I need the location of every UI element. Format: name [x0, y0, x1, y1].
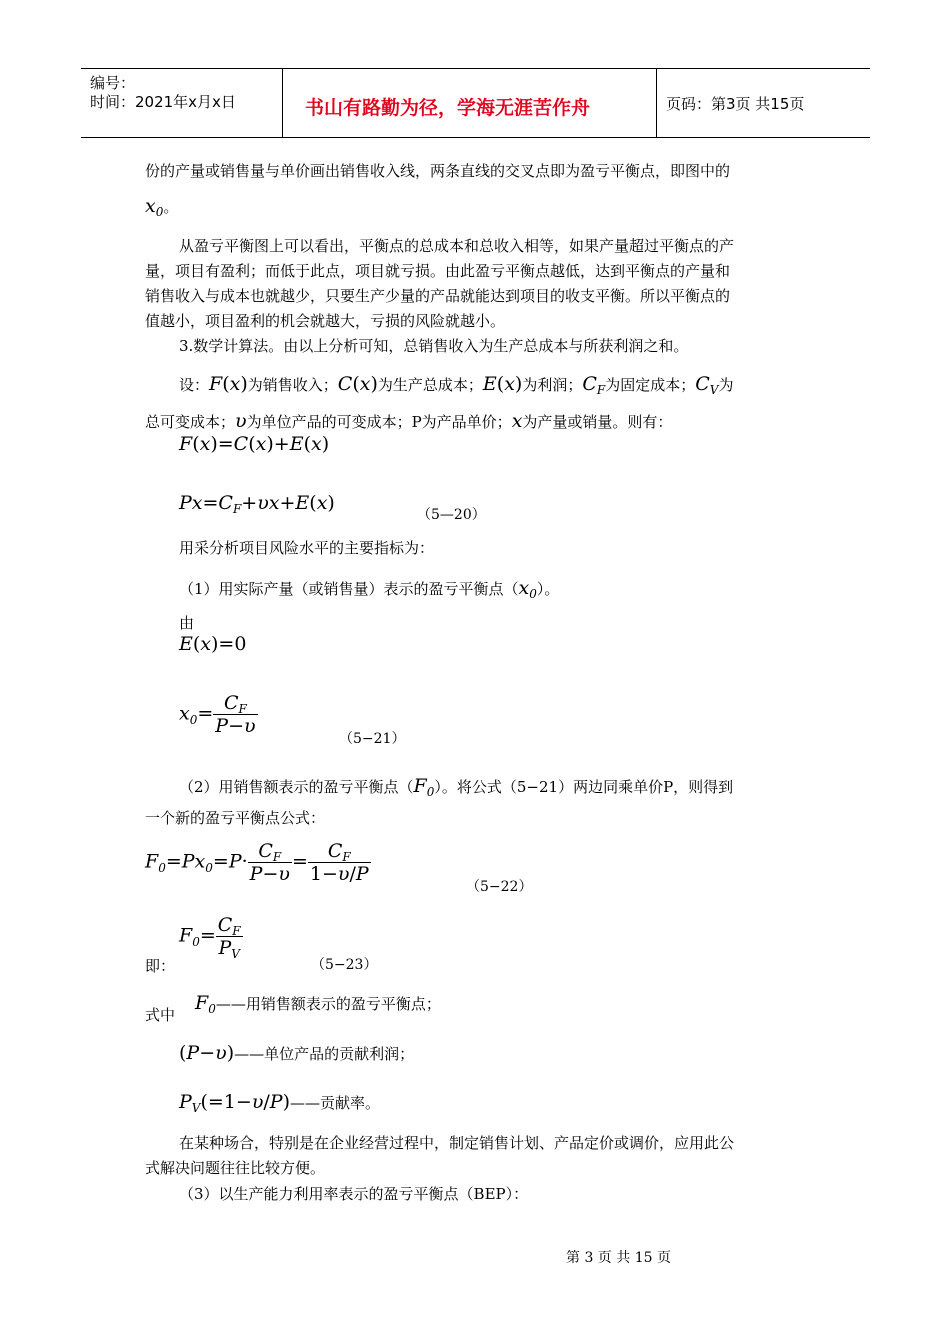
- text-line: （3）以生产能力利用率表示的盈亏平衡点（BEP）：: [179, 1185, 529, 1203]
- text-line: 由: [179, 614, 195, 632]
- equation: E(x)=0: [179, 633, 247, 655]
- text-line: (P−υ)——单位产品的贡献利润；: [179, 1042, 415, 1064]
- text-line: 值越小，项目盈利的机会就越大，亏损的风险就越小。: [145, 312, 506, 330]
- header-divider: [282, 69, 283, 137]
- number-label: 编号：: [90, 74, 136, 92]
- text-line: 式解决问题往往比较方便。: [145, 1159, 326, 1177]
- definition-line: 设：F(x)为销售收入；C(x)为生产总成本；E(x)为利润；$C_F$为固定成本；$C_V$为: [179, 373, 734, 397]
- page-footer: 第 3 页 共 15 页: [566, 1250, 671, 1266]
- text-line: $F_0——$用销售额表示的盈亏平衡点；: [195, 992, 441, 1016]
- text-line: 3.数学计算法。由以上分析可知，总销售收入为生产总成本与所获利润之和。: [179, 337, 689, 355]
- text-line: 即：: [145, 957, 176, 975]
- page-label: 页码：第3页 共15页: [666, 95, 805, 113]
- text-line: 份的产量或销售量与单价画出销售收入线，两条直线的交叉点即为盈亏平衡点，即图中的: [145, 162, 731, 180]
- equation-number: （5−21）: [339, 731, 406, 747]
- equation: $Px=C_F+\upsilon x+E(x)$: [179, 492, 335, 516]
- time-label: 时间：2021年x月x日: [90, 93, 236, 111]
- text-line: 在某种场合，特别是在企业经营过程中，制定销售计划、产品定价或调价，应用此公: [179, 1134, 735, 1152]
- text-line: （2）用销售额表示的盈亏平衡点$(F_0)$。将公式（5−21）两边同乘单价P，则得到: [179, 775, 734, 799]
- text-line: 用采分析项目风险水平的主要指标为：: [179, 539, 435, 557]
- text-line: $P_V(=1-\upsilon/P)——$贡献率。: [179, 1091, 381, 1115]
- text-line: 从盈亏平衡图上可以看出，平衡点的总成本和总收入相等，如果产量超过平衡点的产: [179, 237, 735, 255]
- equation-number: （5−23）: [311, 957, 378, 973]
- equation: $x_0=$ $\frac{C_F}{P-\upsilon}$: [179, 692, 256, 737]
- definition-line: 总可变成本；υ为单位产品的可变成本；P为产品单价；x为产量或销量。则有：: [145, 410, 673, 432]
- motto: 书山有路勤为径，学海无涯苦作舟: [305, 97, 591, 119]
- equation: $F_0=Px_0=P\cdot$ $\frac{C_F}{P-\upsilon}$ = $\frac{C_F}{1-\upsilon/P}$: [145, 840, 369, 885]
- text-line: 量，项目有盈利；而低于此点，项目就亏损。由此盈亏平衡点越低，达到平衡点的产量和: [145, 262, 731, 280]
- equation: $F_0=$ $\frac{C_F}{P_V}$: [179, 914, 241, 961]
- equation-number: （5−22）: [466, 879, 533, 895]
- text-line: $x_0$。: [145, 195, 179, 219]
- text-line: （1）用实际产量（或销售量）表示的盈亏平衡点$(x_0)$。: [179, 577, 560, 601]
- text-line: 销售收入与成本也就越少，只要生产少量的产品就能达到项目的收支平衡。所以平衡点的: [145, 287, 731, 305]
- header-table: [81, 68, 870, 138]
- equation: F(x)=C(x)+E(x): [179, 433, 330, 455]
- equation-number: （5—20）: [417, 507, 486, 523]
- text-line: 式中: [145, 1006, 176, 1024]
- header-divider: [656, 69, 657, 137]
- text-line: 一个新的盈亏平衡点公式：: [145, 809, 326, 827]
